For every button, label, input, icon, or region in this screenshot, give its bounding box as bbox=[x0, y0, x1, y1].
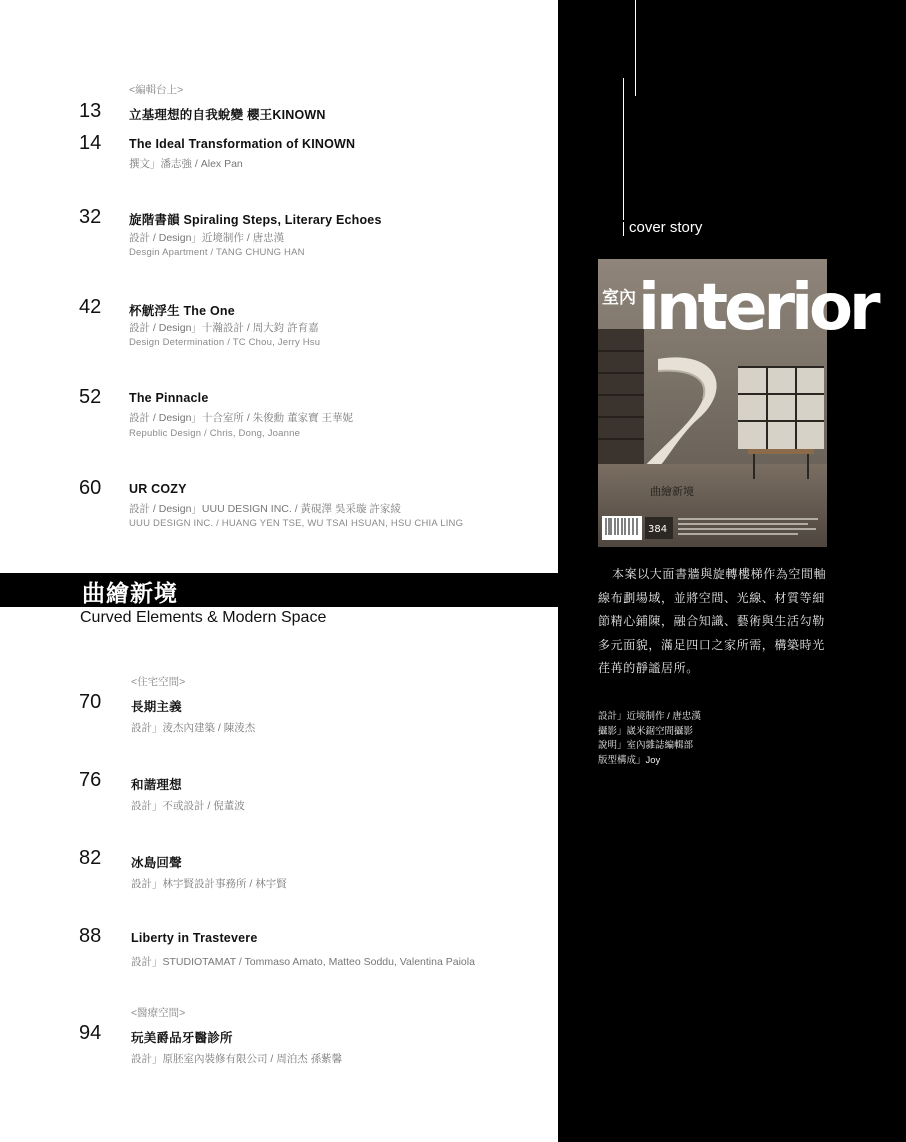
cover-description: 本案以大面書牆與旋轉樓梯作為空間軸線布劃場域，並將空間、光線、材質等細節精心鋪陳，融合知識、藝術與生活勾勒多元面貌，滿足四口之家所需，構築時光荏苒的靜謐居所。 bbox=[598, 567, 827, 675]
entry-title: 杯觥浮生 The One bbox=[129, 304, 235, 318]
decorative-line bbox=[635, 0, 636, 96]
page-number: 70 bbox=[79, 691, 102, 713]
page-number: 82 bbox=[79, 847, 102, 869]
entry-credit: 設計」淩杰內建築 / 陳淩杰 bbox=[131, 722, 256, 734]
magazine-cover-image[interactable] bbox=[598, 259, 877, 547]
entry-credit: 設計 / Design」十合室所 / 朱俊勳 董家寶 王華妮 bbox=[129, 412, 354, 424]
entry-credit: 設計 / Design」十瀚設計 / 周大鈞 許育嘉 bbox=[129, 322, 319, 334]
entry-credit: 撰文」潘志強 / Alex Pan bbox=[129, 158, 243, 170]
page-number: 94 bbox=[79, 1022, 102, 1044]
cover-credits bbox=[598, 710, 701, 768]
page-number: 32 bbox=[79, 206, 102, 228]
page-number: 88 bbox=[79, 925, 102, 947]
cover-masthead-en: interior bbox=[638, 271, 877, 345]
page-number: 42 bbox=[79, 296, 102, 318]
credit-line: 設計」近境制作 / 唐忠漢 bbox=[598, 711, 701, 722]
entry-title: 冰島回聲 bbox=[131, 856, 182, 870]
feature-title-en: Curved Elements & Modern Space bbox=[80, 609, 327, 626]
entry-credit-en: Design Determination / TC Chou, Jerry Hsu bbox=[129, 337, 321, 348]
section-tag-residential: <住宅空間> bbox=[131, 676, 186, 688]
cover-story-label: cover story bbox=[629, 219, 703, 236]
page-number: 60 bbox=[79, 477, 102, 499]
entry-title: The Ideal Transformation of KINOWN bbox=[129, 137, 356, 151]
credit-line: 版型構成」Joy bbox=[598, 754, 661, 766]
entry-credit-en: UUU DESIGN INC. / HUANG YEN TSE, WU TSAI HSUAN, HSU CHIA LING bbox=[129, 518, 464, 529]
feature-title-zh: 曲繪新境 bbox=[82, 580, 178, 606]
entry-credit: 設計 / Design」UUU DESIGN INC. / 黃硯澤 吳采璇 許家綾 bbox=[129, 503, 401, 515]
entry-title: 和諧理想 bbox=[131, 778, 182, 792]
entry-credit: 設計 / Design」近境制作 / 唐忠漢 bbox=[129, 232, 285, 244]
credit-line: 攝影」崴米鋸空間攝影 bbox=[598, 725, 694, 737]
entry-credit: 設計」原胚室內裝修有限公司 / 周泊杰 孫紫馨 bbox=[131, 1053, 343, 1065]
entry-title: UR COZY bbox=[129, 482, 187, 496]
issue-number: 384 bbox=[648, 524, 668, 535]
decorative-line bbox=[623, 78, 624, 220]
entry-credit: 設計」林宇賢設計事務所 / 林宇賢 bbox=[131, 878, 287, 890]
credit-line: 說明」室內雜誌編輯部 bbox=[598, 740, 694, 751]
entry-title: 旋階書韻 Spiraling Steps, Literary Echoes bbox=[129, 213, 382, 227]
page-number: 52 bbox=[79, 386, 102, 408]
cover-caption: 曲繪新境 bbox=[650, 485, 694, 498]
entry-title: 玩美爵品牙醫診所 bbox=[131, 1031, 233, 1045]
entry-title: 立基理想的自我蛻變 櫻王KINOWN bbox=[129, 108, 326, 122]
entry-title: Liberty in Trastevere bbox=[131, 931, 258, 945]
entry-credit: 設計」不或設計 / 倪董波 bbox=[131, 800, 245, 812]
entry-title: 長期主義 bbox=[131, 700, 182, 714]
section-tag-medical: <醫療空間> bbox=[131, 1007, 186, 1019]
entry-credit-en: Republic Design / Chris, Dong, Joanne bbox=[129, 428, 301, 439]
page-number: 76 bbox=[79, 769, 102, 791]
entry-credit-en: Desgin Apartment / TANG CHUNG HAN bbox=[129, 247, 305, 258]
cover-masthead-zh: 室內 bbox=[602, 288, 636, 308]
entry-credit: 設計」STUDIOTAMAT / Tommaso Amato, Matteo Soddu, Valentina Paiola bbox=[131, 956, 475, 968]
page-number: 14 bbox=[79, 132, 102, 154]
section-tag-editorial: <編輯台上> bbox=[129, 84, 184, 96]
entry-title: The Pinnacle bbox=[129, 391, 209, 405]
decorative-tick bbox=[623, 222, 624, 236]
page-number: 13 bbox=[79, 100, 102, 122]
cover-illustration bbox=[598, 259, 877, 547]
